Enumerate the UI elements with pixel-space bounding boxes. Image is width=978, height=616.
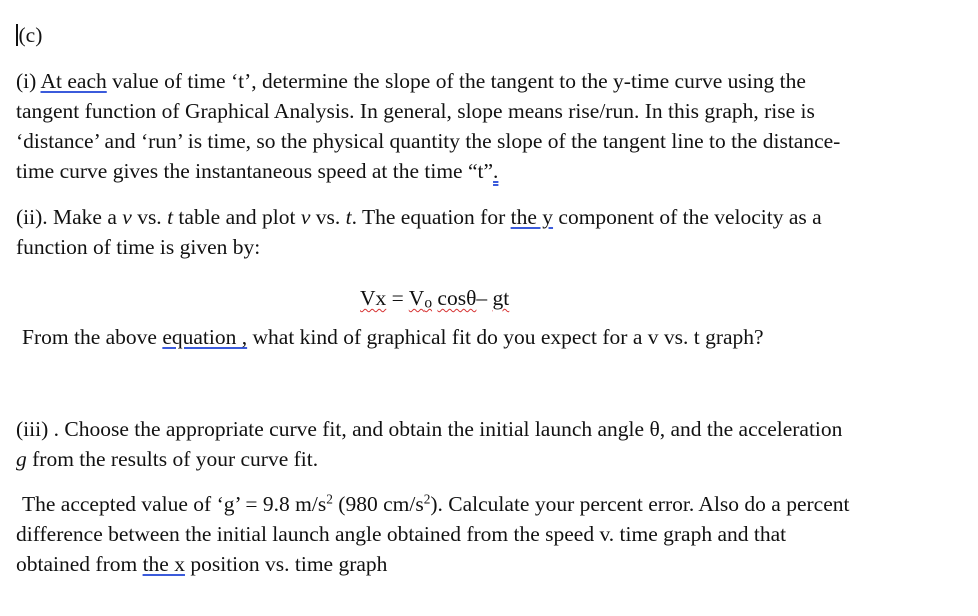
part-iii-line-1: (iii) . Choose the appropriate curve fit, and obtain the initial launch angle θ, and the acceleration (16, 417, 843, 441)
part-i-line-4: time curve gives the instantaneous speed at the time “t”. (16, 159, 499, 183)
equation-v0: Vo (408, 286, 433, 312)
at-each-underlined: At each (40, 69, 107, 93)
accepted-line-3: obtained from the x position vs. time graph (16, 552, 388, 576)
equation-cos: cosθ (437, 286, 477, 310)
part-ii-line-1: (ii). Make a v vs. t table and plot v vs. t. The equation for the y component of the velocity as a (16, 205, 822, 229)
equation-gt: gt (492, 286, 510, 310)
equation-underlined: equation , (162, 325, 248, 349)
part-iii-line-2: g from the results of your curve fit. (16, 447, 319, 471)
accepted-line-2: difference between the initial launch angle obtained from the speed v. time graph and that (16, 522, 787, 546)
double-underlined-period: . (493, 159, 499, 183)
text-cursor (16, 24, 18, 46)
the-y-underlined: the y (510, 205, 554, 229)
section-heading: (c) (16, 22, 42, 48)
part-ii-line-2: function of time is given by: (16, 235, 261, 259)
fit-question: From the above equation , what kind of graphical fit do you expect for a v vs. t graph? (22, 325, 764, 349)
velocity-equation: Vx = Vo cosθ– gt (360, 286, 510, 312)
part-i-line-3: ‘distance’ and ‘run’ is time, so the physical quantity the slope of the tangent line to the distance- (16, 129, 841, 153)
the-x-underlined: the x (142, 552, 185, 576)
equation-lhs: Vx (360, 286, 387, 310)
part-i-line-1: (i) At each value of time ‘t’, determine the slope of the tangent to the y-time curve using the (16, 69, 806, 93)
accepted-line-1: The accepted value of ‘g’ = 9.8 $m/s^2$ (980 $cm/s^2$). Calculate your percent error. Also do a percent (22, 491, 850, 516)
part-i-line-2: tangent function of Graphical Analysis. In general, slope means rise/run. In this graph, rise is (16, 99, 815, 123)
